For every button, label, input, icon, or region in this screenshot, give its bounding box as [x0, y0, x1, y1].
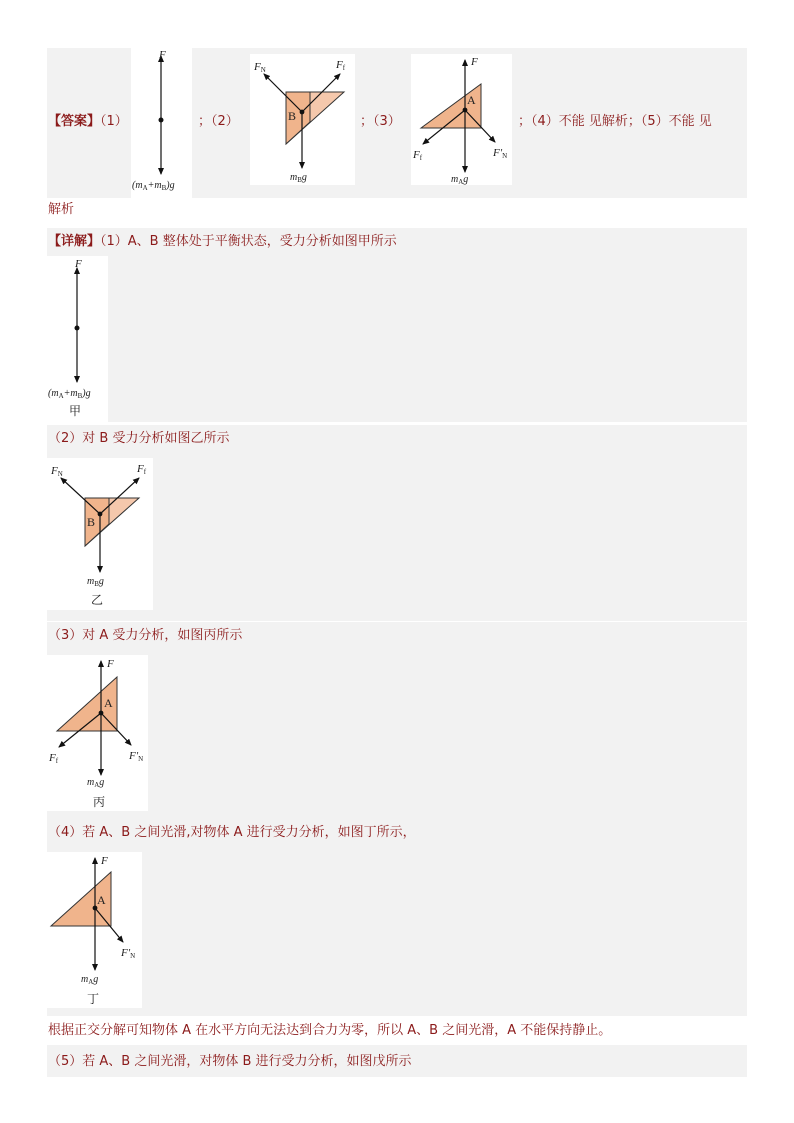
figure-bing-band [47, 648, 747, 818]
detail-line-2: （2）对 B 受力分析如图乙所示 [48, 431, 230, 446]
svg-text:B: B [87, 515, 96, 529]
answer-part-1: （1） [100, 114, 128, 129]
detail-line-1: 【详解】（1）A、B 整体处于平衡状态，受力分析如图甲所示 [48, 234, 397, 249]
answer-tail-wrap: 解析 [48, 202, 75, 217]
svg-text:A: A [97, 893, 106, 907]
svg-text:B: B [288, 109, 297, 123]
label-f: F [159, 49, 166, 61]
figure-yi [47, 458, 153, 610]
caption-bing: 丙 [93, 795, 106, 809]
label-mab: $(m_A+m_B)g$ [132, 180, 175, 192]
figure-jia [47, 256, 108, 422]
svg-text:F: F [101, 855, 108, 867]
svg-text:Ff: Ff [49, 752, 59, 765]
svg-text:Ff: Ff [336, 59, 346, 72]
svg-text:FN: FN [51, 465, 63, 478]
figure-jia-band [47, 254, 747, 422]
svg-text:F: F [471, 56, 478, 68]
svg-text:F′N: F′N [493, 147, 508, 160]
detail-line-4b: 根据正交分解可知物体 A 在水平方向无法达到合力为零，所以 A、B 之间光滑，A 不能保持静止。 [48, 1023, 612, 1038]
answer-sep-2: ；（3） [360, 114, 401, 129]
caption-jia: 甲 [69, 404, 82, 418]
answer-figure-3 [411, 54, 512, 185]
detail-line-4: （4）若 A、B 之间光滑,对物体 A 进行受力分析，如图丁所示， [48, 825, 416, 840]
svg-text:(mA+mB)g: $(m_A+m_B)g$ [48, 388, 91, 400]
svg-text:FN: FN [254, 61, 266, 74]
svg-text:mAg: $m_Ag$ [87, 777, 105, 789]
answer-label: 【答案】 [48, 114, 101, 129]
svg-text:mAg: $m_Ag$ [81, 974, 99, 986]
answer-figure-2 [250, 54, 355, 185]
svg-text:mBg: $m_Bg$ [290, 172, 307, 184]
svg-text:F: F [107, 658, 114, 670]
detail-line-3: （3）对 A 受力分析，如图丙所示 [48, 628, 243, 643]
caption-yi: 乙 [91, 593, 104, 607]
svg-text:A: A [467, 93, 476, 107]
svg-text:Ff: Ff [413, 149, 423, 162]
svg-text:mAg: $m_Ag$ [451, 174, 469, 185]
detail-line-5: （5）若 A、B 之间光滑，对物体 B 进行受力分析，如图戊所示 [48, 1054, 412, 1069]
figure-ding [47, 852, 142, 1008]
answer-figure-1 [131, 48, 192, 198]
figure-bing [47, 655, 148, 811]
answer-sep-1: ；（2） [198, 114, 239, 129]
caption-ding: 丁 [87, 992, 100, 1006]
svg-text:mBg: $m_Bg$ [87, 576, 104, 588]
svg-text:A: A [104, 696, 113, 710]
answer-row [48, 114, 128, 130]
svg-text:F′N: F′N [129, 750, 144, 763]
figure-ding-band [47, 844, 747, 1016]
answer-tail: ；（4）不能 见解析；（5）不能 见 [518, 114, 712, 129]
svg-text:F: F [75, 258, 82, 270]
detail-label: 【详解】 [48, 234, 101, 249]
svg-text:F′N: F′N [121, 947, 136, 960]
svg-text:Ff: Ff [137, 463, 147, 476]
